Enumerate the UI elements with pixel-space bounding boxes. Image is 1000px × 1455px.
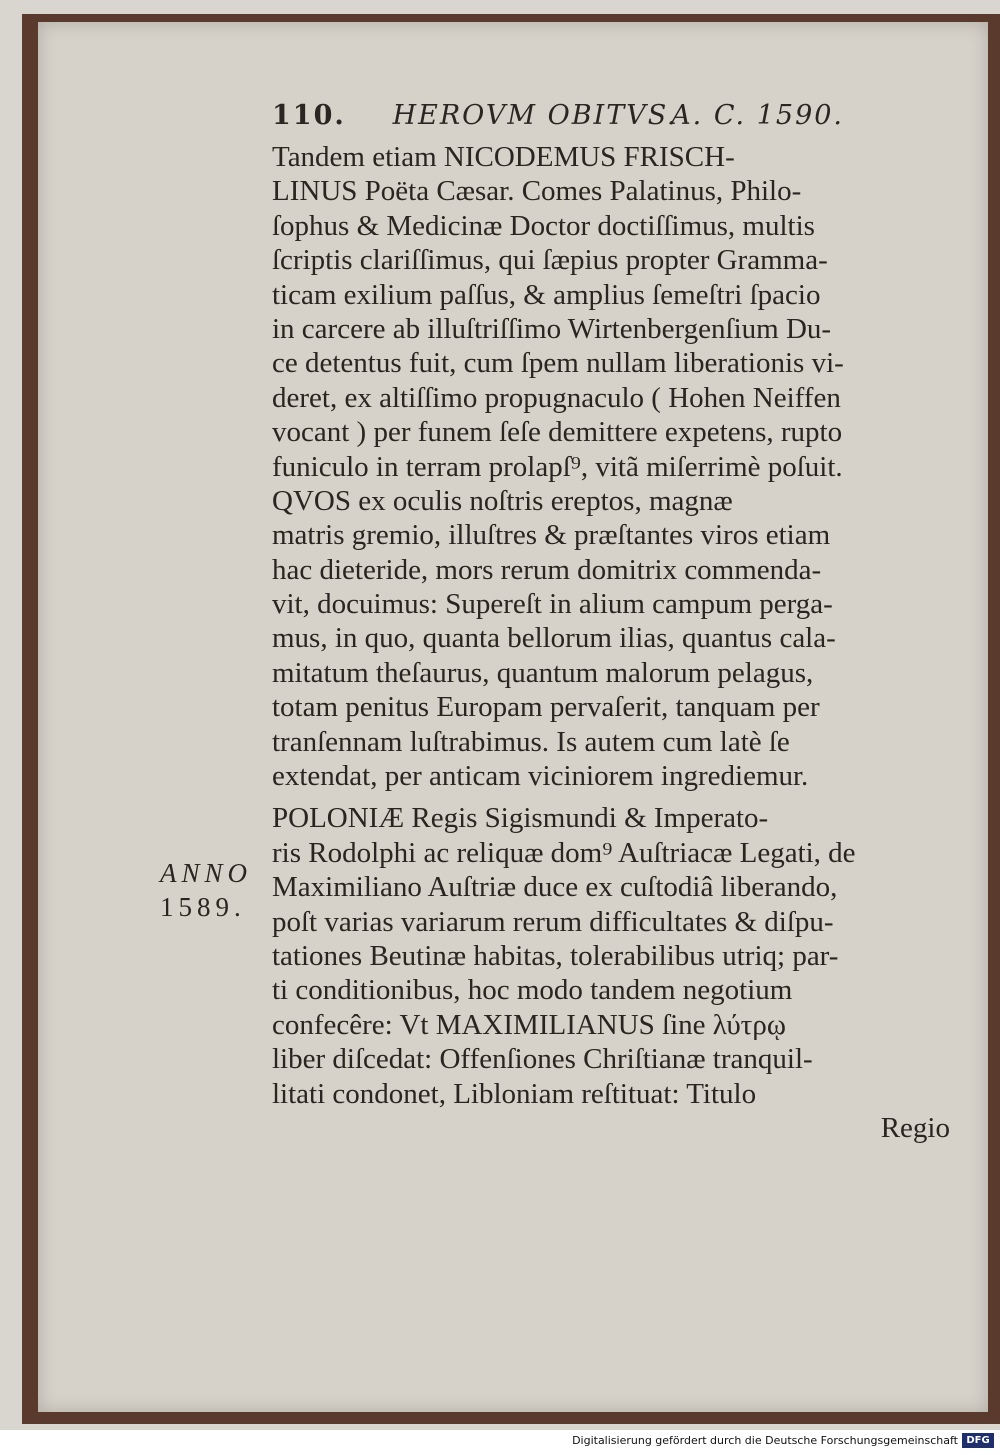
text-line: QVOS ex oculis noſtris ereptos, magnæ [272, 484, 733, 517]
funding-credit: Digitalisierung gefördert durch die Deutsche Forschungsgemeinschaft [572, 1434, 958, 1447]
page-text [272, 140, 962, 1145]
text-line: Tandem etiam NICODEMUS FRISCH- [272, 141, 735, 173]
text-line: deret, ex altiſſimo propugnaculo ( Hohen Neiffen [272, 381, 841, 414]
text-line: Maximiliano Auſtriæ duce ex cuſtodiâ liberando, [272, 871, 838, 904]
margin-note-year: 1589. [160, 892, 246, 922]
text-line: liber diſcedat: Offenſiones Chriſtianæ tranquil- [272, 1043, 813, 1076]
text-line: matris gremio, illuſtres & præſtantes viros etiam [272, 519, 831, 552]
text-line: mitatum theſaurus, quantum malorum pelagus, [272, 656, 814, 689]
text-line: tationes Beutinæ habitas, tolerabilibus utriq; par- [272, 939, 839, 972]
text-line: ris Rodolphi ac reliquæ dom⁹ Auſtriacæ Legati, de [272, 836, 856, 869]
text-line: mus, in quo, quanta bellorum ilias, quantus cala- [272, 622, 836, 655]
text-line: hac dieteride, mors rerum domitrix commenda- [272, 553, 822, 586]
text-line: funiculo in terram prolapſ⁹, vitã miſerrimè poſuit. [272, 450, 843, 483]
text-line: ti conditionibus, hoc modo tandem negotium [272, 974, 793, 1007]
text-line: ticam exilium paſſus, & amplius ſemeſtri ſpacio [272, 278, 821, 311]
running-year: A. C. 1590. [671, 100, 845, 131]
running-head [272, 100, 872, 136]
text-line: vit, docuimus: Supereſt in alium campum perga- [272, 588, 833, 621]
text-line: POLONIÆ Regis Sigismundi & Imperato- [272, 802, 769, 835]
text-line: LINUS Poëta Cæsar. Comes Palatinus, Philo- [272, 175, 802, 208]
text-line: confecêre: Vt MAXIMILIANUS ſine λύτρῳ [272, 1008, 786, 1041]
text-line: vocant ) per funem ſeſe demittere expetens, rupto [272, 416, 843, 449]
dfg-logo-icon: DFG [962, 1433, 994, 1448]
text-line: ſophus & Medicinæ Doctor doctiſſimus, multis [272, 209, 815, 242]
text-line: poſt varias variarum rerum difficultates & diſpu- [272, 905, 834, 938]
page-number: 110. [272, 100, 346, 131]
text-line: ſcriptis clariſſimus, qui ſæpius propter Gramma- [272, 244, 828, 277]
catchword: Regio [880, 1111, 950, 1144]
text-line: litati condonet, Libloniam reſtituat: Titulo [272, 1077, 757, 1110]
text-line: in carcere ab illuſtriſſimo Wirtenbergenſium Du- [272, 312, 832, 345]
text-line: extendat, per anticam viciniorem ingrediemur. [272, 760, 809, 793]
text-line: totam penitus Europam pervaſerit, tanquam per [272, 691, 820, 724]
running-title: HEROVM OBITVS. [392, 100, 678, 131]
text-line: ce detentus fuit, cum ſpem nullam liberationis vi- [272, 347, 844, 380]
margin-note-anno: ANNO [160, 858, 253, 888]
text-line: tranſennam luſtrabimus. Is autem cum latè ſe [272, 725, 790, 758]
